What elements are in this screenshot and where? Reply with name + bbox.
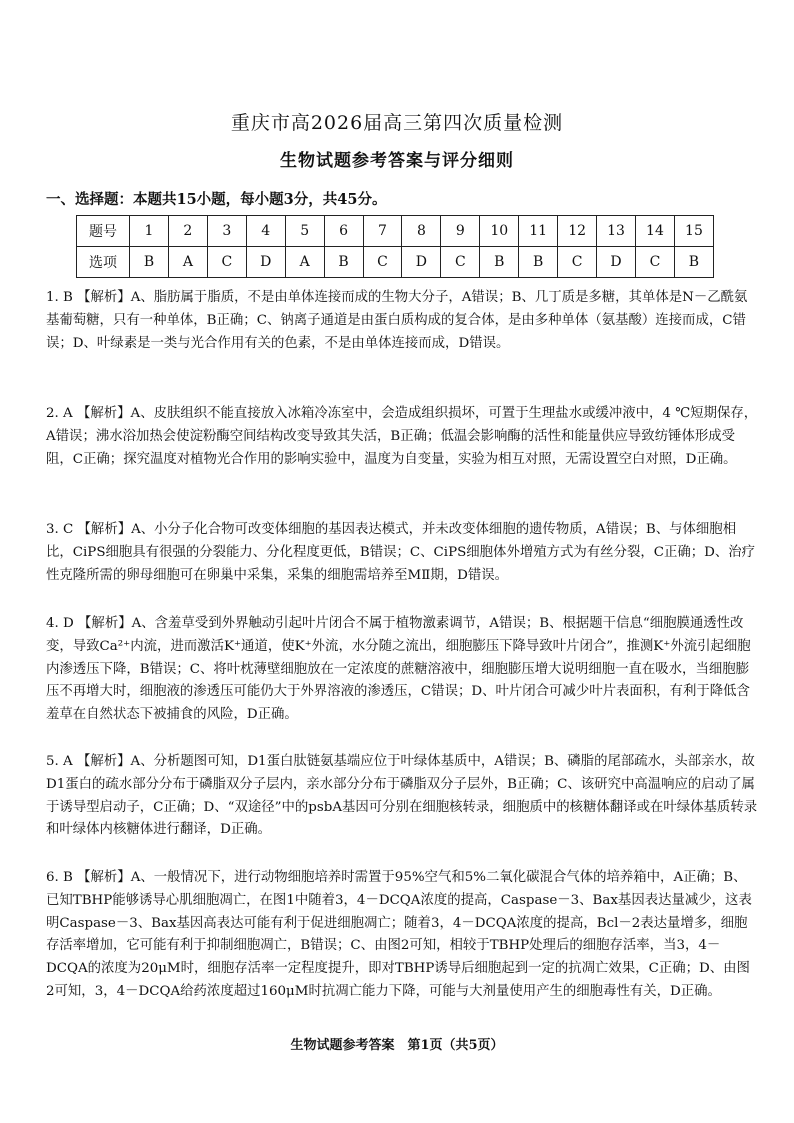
question-number: 12 bbox=[558, 216, 597, 247]
answer-cell: B bbox=[324, 247, 363, 278]
explanation-tag: 【解析】 bbox=[77, 522, 132, 537]
answer-cell: B bbox=[674, 247, 713, 278]
answer-table bbox=[76, 215, 714, 278]
explanation-answer: 3. C bbox=[46, 522, 74, 537]
explanation-text: A、小分子化合物可改变体细胞的基因表达模式，并未改变体细胞的遗传物质，A错误；B、与体细胞相比，CiPS细胞具有很强的分裂能力、分化程度更低，B错误；C、CiPS细胞体外增殖方式为有丝分裂，C正确；D、治疗性克隆所需的卵母细胞可在卵巢中采集，采集的细胞需培养至MⅡ期，D错误。 bbox=[46, 522, 756, 583]
answer-table-answer-row bbox=[77, 247, 714, 278]
explanation-answer: 5. A bbox=[46, 754, 73, 769]
answer-cell: B bbox=[519, 247, 558, 278]
explanation-4 bbox=[46, 613, 758, 727]
question-number: 8 bbox=[402, 216, 441, 247]
question-number: 13 bbox=[597, 216, 636, 247]
question-number: 3 bbox=[207, 216, 246, 247]
explanation-tag: 【解析】 bbox=[76, 406, 131, 421]
document-title: 重庆市高2026届高三第四次质量检测 bbox=[230, 112, 564, 134]
question-number: 14 bbox=[635, 216, 674, 247]
explanation-answer: 4. D bbox=[46, 616, 74, 631]
explanation-tag: 【解析】 bbox=[77, 870, 131, 885]
answer-table-number-row bbox=[77, 216, 714, 247]
answer-cell: B bbox=[480, 247, 519, 278]
question-number: 11 bbox=[519, 216, 558, 247]
table-row-label: 选项 bbox=[77, 247, 130, 278]
answer-cell: C bbox=[441, 247, 480, 278]
explanation-tag: 【解析】 bbox=[76, 754, 131, 769]
explanation-3 bbox=[46, 519, 758, 587]
question-number: 1 bbox=[130, 216, 169, 247]
answer-cell: D bbox=[597, 247, 636, 278]
explanation-5 bbox=[46, 751, 758, 842]
explanation-tag: 【解析】 bbox=[77, 290, 131, 305]
explanation-text: A、一般情况下，进行动物细胞培养时需置于95%空气和5%二氧化碳混合气体的培养箱中，A正确；B、已知TBHP能够诱导心肌细胞凋亡，在图1中随着3，4－DCQA浓度的提高，Caspase－3、Bax基因表达量减少，这表明Caspase－3、Bax基因高表达可能有利于促进细胞凋亡；随着3，4－DCQA浓度的提高，Bcl－2表达量增多，细胞存活率增加，它可能有利于抑制细胞凋亡，B错误；C、由图2可知，相较于TBHP处理后的细胞存活率，当3，4－DCQA的浓度为20μM时，细胞存活率一定程度提升，即对TBHP诱导后细胞起到一定的抗凋亡效果，C正确；D、由图2可知，3，4－DCQA给药浓度超过160μM时抗凋亡能力下降，可能与大剂量使用产生的细胞毒性有关，D正确。 bbox=[46, 870, 752, 999]
question-number: 2 bbox=[168, 216, 207, 247]
answer-cell: D bbox=[402, 247, 441, 278]
answer-cell: C bbox=[558, 247, 597, 278]
explanation-tag: 【解析】 bbox=[78, 616, 132, 631]
question-number: 7 bbox=[363, 216, 402, 247]
question-number: 4 bbox=[246, 216, 285, 247]
explanation-text: A、脂肪属于脂质，不是由单体连接而成的生物大分子，A错误；B、几丁质是多糖，其单体是N－乙酰氨基葡萄糖，只有一种单体，B正确；C、钠离子通道是由蛋白质构成的复合体，是由多种单体（氨基酸）连接而成，C错误；D、叶绿素是一类与光合作用有关的色素，不是由单体连接而成，D错误。 bbox=[46, 290, 748, 351]
explanation-answer: 1. B bbox=[46, 290, 73, 305]
question-number: 5 bbox=[285, 216, 324, 247]
answer-cell: A bbox=[285, 247, 324, 278]
section-heading: 一、选择题：本题共15小题，每小题3分，共45分。 bbox=[46, 191, 387, 208]
document-subtitle: 生物试题参考答案与评分细则 bbox=[280, 151, 514, 171]
table-row-label: 题号 bbox=[77, 216, 130, 247]
explanation-text: A、分析题图可知，D1蛋白肽链氨基端应位于叶绿体基质中，A错误；B、磷脂的尾部疏水，头部亲水，故D1蛋白的疏水部分分布于磷脂双分子层内，亲水部分分布于磷脂双分子层外，B正确；C、该研究中高温响应的启动了属于诱导型启动子，C正确；D、“双途径”中的psbA基因可分别在细胞核转录，细胞质中的核糖体翻译或在叶绿体基质转录和叶绿体内核糖体进行翻译，D正确。 bbox=[46, 754, 758, 838]
explanation-answer: 6. B bbox=[46, 870, 73, 885]
explanation-2 bbox=[46, 403, 758, 471]
answer-cell: D bbox=[246, 247, 285, 278]
answer-cell: C bbox=[635, 247, 674, 278]
answer-cell: C bbox=[363, 247, 402, 278]
answer-cell: A bbox=[168, 247, 207, 278]
page-footer: 生物试题参考答案 第1页（共5页） bbox=[290, 1038, 504, 1053]
answer-cell: C bbox=[207, 247, 246, 278]
question-number: 10 bbox=[480, 216, 519, 247]
question-number: 15 bbox=[674, 216, 713, 247]
explanation-1 bbox=[46, 287, 758, 355]
explanation-text: A、含羞草受到外界触动引起叶片闭合不属于植物激素调节，A错误；B、根据题干信息“细胞膜通透性改变，导致Ca²⁺内流，进而激活K⁺通道，使K⁺外流，水分随之流出，细胞膨压下降导致叶片闭合”，推测K⁺外流引起细胞内渗透压下降，B错误；C、将叶枕薄壁细胞放在一定浓度的蔗糖溶液中，细胞膨压增大说明细胞一直在吸水，当细胞膨压不再增大时，细胞液的渗透压可能仍大于外界溶液的渗透压，C错误；D、叶片闭合可减少叶片表面积，有利于降低含羞草在自然状态下被捕食的风险，D正确。 bbox=[46, 616, 751, 723]
explanation-text: A、皮肤组织不能直接放入冰箱冷冻室中，会造成组织损坏，可置于生理盐水或缓冲液中，4 ℃短期保存，A错误；沸水浴加热会使淀粉酶空间结构改变导致其失活，B正确；低温会影响酶的活性和能量供应导致纺锤体形成受阻，C正确；探究温度对植物光合作用的影响实验中，温度为自变量，实验为相互对照，无需设置空白对照，D正确。 bbox=[46, 406, 758, 467]
question-number: 9 bbox=[441, 216, 480, 247]
explanation-6 bbox=[46, 867, 758, 1004]
answer-cell: B bbox=[130, 247, 169, 278]
question-number: 6 bbox=[324, 216, 363, 247]
explanation-answer: 2. A bbox=[46, 406, 73, 421]
